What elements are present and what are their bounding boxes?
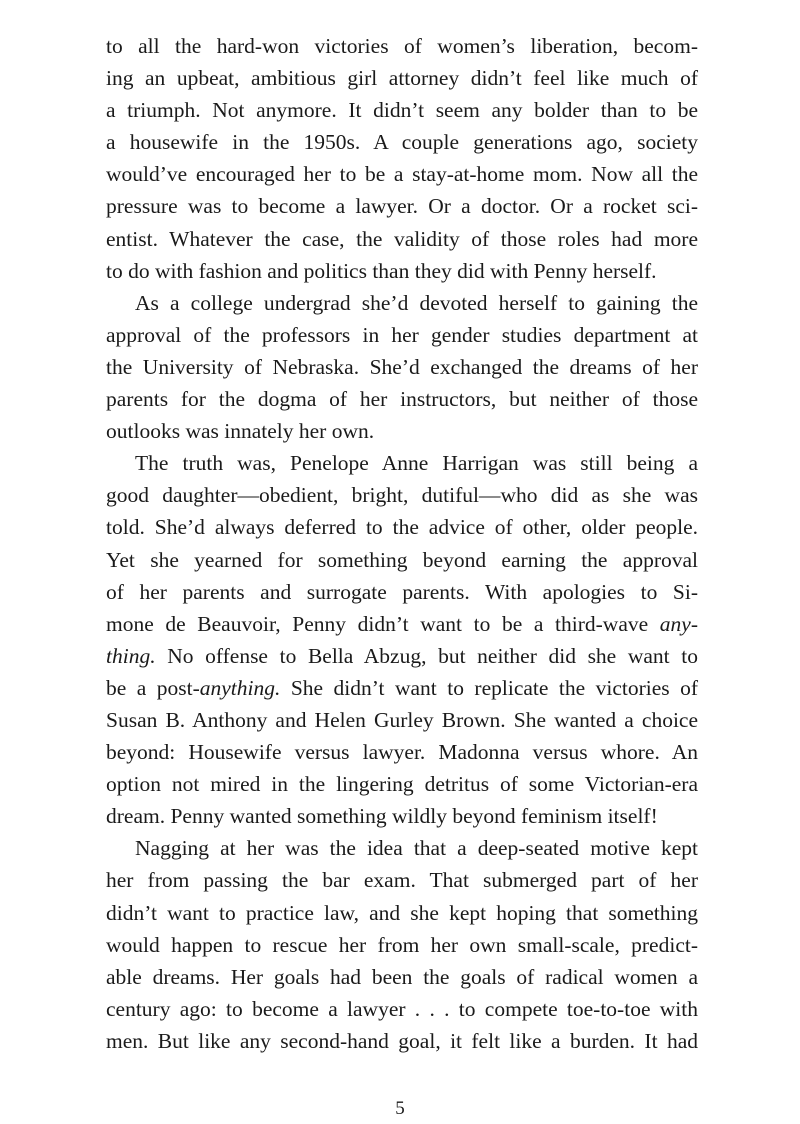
text-run: a triumph. Not anymore. It didn’t seem any bolder than to be (106, 98, 698, 123)
text-run: The truth was, Penelope Anne Harrigan was still being a (135, 451, 698, 476)
text-run: didn’t want to practice law, and she kept hoping that something (106, 900, 698, 925)
text-run: option not mired in the lingering detritus of some Victorian-era (106, 772, 698, 797)
text-run: men. But like any second-hand goal, it felt like a burden. It had (106, 1028, 698, 1053)
text-line (106, 640, 698, 672)
text-line (106, 30, 698, 62)
italic-text: anything. (199, 675, 281, 700)
text-line (106, 672, 698, 704)
text-line (106, 94, 698, 126)
text-run: good daughter—obedient, bright, dutiful—who did as she was (106, 483, 698, 508)
text-line (106, 608, 698, 640)
text-run: a housewife in the 1950s. A couple generations ago, society (106, 130, 698, 155)
text-line (106, 929, 698, 961)
text-line (106, 993, 698, 1025)
paragraph (106, 287, 698, 447)
text-run: to do with fashion and politics than they did with Penny herself. (106, 258, 657, 283)
text-line (106, 447, 698, 479)
text-line (106, 62, 698, 94)
text-run: would’ve encouraged her to be a stay-at-home mom. Now all the (106, 162, 698, 187)
text-line (106, 544, 698, 576)
text-run: Yet she yearned for something beyond earning the approval (106, 547, 698, 572)
text-run: approval of the professors in her gender studies department at (106, 322, 698, 347)
text-line (106, 961, 698, 993)
text-line (106, 768, 698, 800)
text-line (106, 287, 698, 319)
text-line (106, 255, 698, 287)
text-run: She didn’t want to replicate the victories of (280, 675, 698, 700)
page-body (106, 30, 698, 1057)
italic-text: any- (659, 611, 698, 636)
text-run: pressure was to become a lawyer. Or a doctor. Or a rocket sci- (106, 194, 698, 219)
text-line (106, 897, 698, 929)
text-run: century ago: to become a lawyer . . . to compete toe-to-toe with (106, 996, 698, 1021)
text-run: mone de Beauvoir, Penny didn’t want to be a third-wave (106, 611, 660, 636)
text-run: the University of Nebraska. She’d exchanged the dreams of her (106, 354, 698, 379)
text-run: would happen to rescue her from her own small-scale, predict- (106, 932, 698, 957)
text-line (106, 415, 698, 447)
text-run: entist. Whatever the case, the validity of those roles had more (106, 226, 698, 251)
paragraph (106, 447, 698, 832)
text-line (106, 832, 698, 864)
text-run: outlooks was innately her own. (106, 419, 375, 444)
text-run: As a college undergrad she’d devoted herself to gaining the (135, 290, 698, 315)
text-run: Nagging at her was the idea that a deep-seated motive kept (135, 836, 698, 861)
text-line (106, 576, 698, 608)
text-line (106, 736, 698, 768)
text-run: be a post- (106, 675, 200, 700)
text-line (106, 511, 698, 543)
text-run: her from passing the bar exam. That submerged part of her (106, 868, 698, 893)
text-line (106, 190, 698, 222)
text-line (106, 704, 698, 736)
paragraph (106, 30, 698, 287)
text-line (106, 223, 698, 255)
text-run: to all the hard-won victories of women’s liberation, becom- (106, 34, 698, 58)
text-line (106, 864, 698, 896)
text-run: dream. Penny wanted something wildly beyond feminism itself! (106, 804, 658, 829)
text-run: No offense to Bella Abzug, but neither did she want to (155, 643, 698, 668)
text-line (106, 1025, 698, 1057)
text-run: of her parents and surrogate parents. With apologies to Si- (106, 579, 698, 604)
text-line (106, 351, 698, 383)
page-number: 5 (395, 1098, 405, 1119)
text-run: told. She’d always deferred to the advice of other, older people. (106, 515, 698, 540)
text-line (106, 800, 698, 832)
text-line (106, 319, 698, 351)
italic-text: thing. (106, 643, 156, 668)
text-run: Susan B. Anthony and Helen Gurley Brown. She wanted a choice (106, 707, 698, 732)
text-line (106, 479, 698, 511)
text-line (106, 158, 698, 190)
text-run: parents for the dogma of her instructors, but neither of those (106, 387, 698, 412)
text-line (106, 126, 698, 158)
text-line (106, 383, 698, 415)
text-run: beyond: Housewife versus lawyer. Madonna versus whore. An (106, 740, 698, 765)
paragraph (106, 832, 698, 1057)
text-run: able dreams. Her goals had been the goals of radical women a (106, 964, 698, 989)
text-run: ing an upbeat, ambitious girl attorney didn’t feel like much of (106, 66, 698, 91)
